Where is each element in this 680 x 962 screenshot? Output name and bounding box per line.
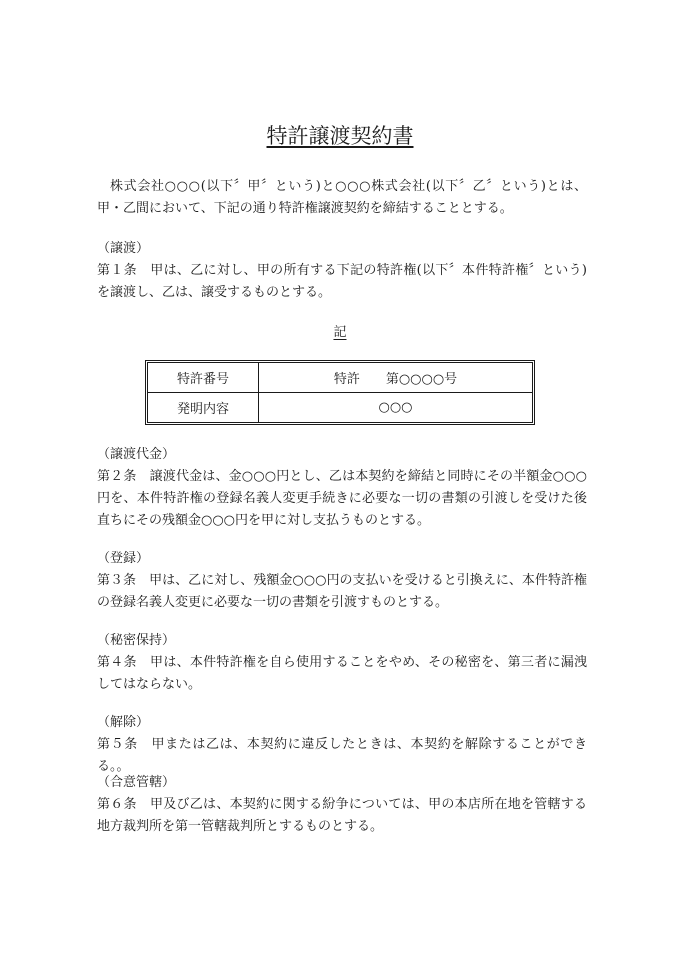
invention-content-label: 発明内容: [148, 393, 259, 423]
article-4-heading: （秘密保持）: [97, 633, 176, 648]
article-2-body: 第２条 譲渡代金は、金○○○円とし、乙は本契約を締結と同時にその半額金○○○円を、本件特許権の登録名義人変更手続きに必要な一切の書類の引渡しを受けた後直ちにその残額金○○○円を甲に対し支払うものとする。: [97, 469, 587, 528]
article-5-heading: （解除）: [97, 715, 150, 730]
article-5-body: 第５条 甲または乙は、本契約に違反したときは、本契約を解除することができる。。: [97, 737, 587, 774]
table-row: [148, 393, 532, 423]
patent-number-label: 特許番号: [148, 363, 259, 393]
ki-marker: 記: [333, 325, 347, 340]
patent-table: [145, 360, 535, 425]
article-6-body: 第６条 甲及び乙は、本契約に関する紛争については、甲の本店所在地を管轄する地方裁判所を第一管轄裁判所とするものとする。: [97, 797, 587, 834]
article-1-heading: （譲渡）: [97, 241, 150, 256]
article-1-body: 第１条 甲は、乙に対し、甲の所有する下記の特許権(以下〞本件特許権〞という)を譲渡し、乙は、譲受するものとする。: [97, 263, 587, 300]
intro-paragraph: 株式会社○○○(以下〞甲〞という)と○○○株式会社(以下〞乙〞という)とは、甲・乙間において、下記の通り特許権譲渡契約を締結することとする。: [97, 179, 587, 216]
patent-number-value: 特許 第○○○○号: [259, 363, 533, 393]
article-6-heading: （合意管轄）: [97, 775, 176, 790]
article-2-heading: （譲渡代金）: [97, 447, 176, 462]
article-3-body: 第３条 甲は、乙に対し、残額金○○○円の支払いを受けると引換えに、本件特許権の登録名義人変更に必要な一切の書類を引渡すものとする。: [97, 573, 587, 610]
document-title: 特許譲渡契約書: [266, 124, 414, 148]
table-row: [148, 363, 532, 393]
article-4-body: 第４条 甲は、本件特許権を自ら使用することをやめ、その秘密を、第三者に漏洩してはならない。: [97, 655, 587, 692]
invention-content-value: ○○○: [259, 393, 533, 423]
article-3-heading: （登録）: [97, 551, 150, 566]
